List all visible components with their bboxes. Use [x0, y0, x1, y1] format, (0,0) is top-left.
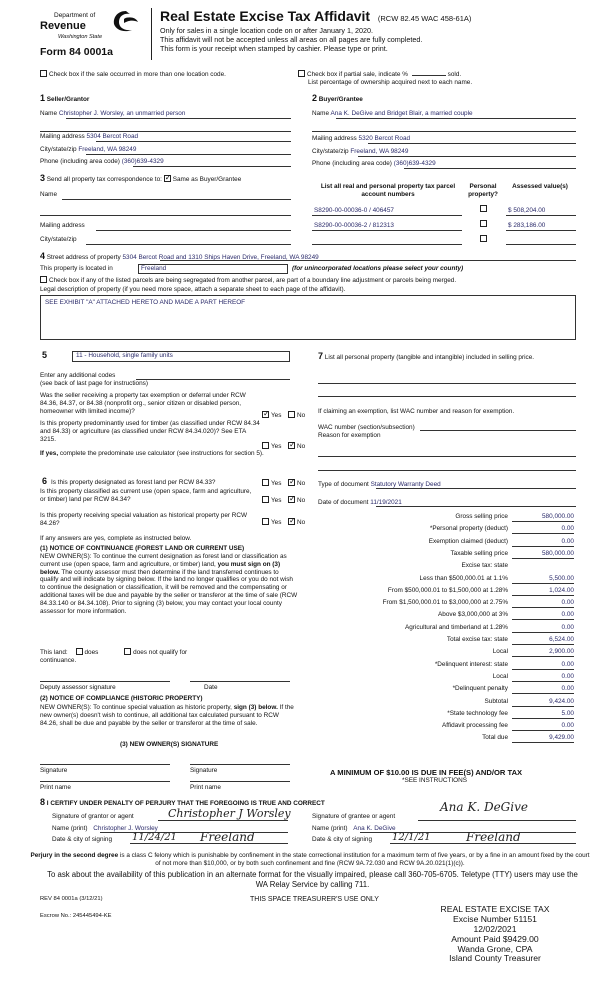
correspondence-name: Name: [40, 191, 58, 198]
grantor-city[interactable]: Freeland: [200, 830, 255, 844]
grantor-date[interactable]: 11/24/21: [132, 832, 177, 843]
section-2-title: 2 Buyer/Grantee: [312, 93, 363, 103]
tax-row-label: Excise tax: state: [461, 562, 508, 569]
buyer-address[interactable]: 5320 Bercot Road: [358, 135, 411, 142]
section-4-street: 4 Street address of property 5304 Bercot Road and 1310 Ships Haven Drive, Freeland, WA 98249: [40, 251, 319, 261]
document-type[interactable]: Statutory Warranty Deed: [370, 481, 441, 488]
escrow-number: Escrow No.: 245445494-KE: [40, 913, 112, 919]
tax-row-value[interactable]: 9,424.00: [512, 698, 574, 707]
tax-row-label: *Delinquent penalty: [452, 685, 508, 692]
wa-swoosh-logo-icon: [112, 10, 140, 34]
document-date-row: Date of document 11/19/2021: [318, 499, 402, 506]
location-note: (for unincorporated locations please select your county): [292, 265, 464, 272]
seller-name[interactable]: Christopher J. Worsley, an unmarried person: [58, 110, 186, 117]
seller-address-row: Mailing address 5304 Bercot Road: [40, 133, 139, 140]
seller-city-row: City/state/zip Freeland, WA 98249: [40, 146, 137, 153]
correspondence-address: Mailing address: [40, 222, 85, 229]
deputy-assessor-label: Deputy assessor signature: [40, 684, 116, 691]
treasurer-stamp: [420, 905, 570, 964]
s6-q2-no[interactable]: ✓ No: [288, 496, 305, 505]
new-owner-signature-title: (3) NEW OWNER(S) SIGNATURE: [120, 741, 219, 748]
segregated-check[interactable]: Check box if any of the listed parcels are being segregated from another parcel, are part of a boundary line adjustment or parcels being merged.: [40, 276, 585, 285]
correspondence-city: City/state/zip: [40, 236, 77, 243]
buyer-phone[interactable]: (360)639-4329: [393, 160, 436, 167]
legal-description-box[interactable]: [40, 295, 576, 340]
wac-number-label: WAC number (section/subsection): [318, 424, 415, 431]
minimum-due-note: A MINIMUM OF $10.00 IS DUE IN FEE(S) AND/OR TAX: [330, 768, 523, 777]
land-use-code-select[interactable]: 11 - Household, single family units: [72, 351, 290, 362]
grantor-signature[interactable]: Christopher J Worsley: [168, 807, 291, 820]
s6-note: If any answers are yes, complete as instructed below.: [40, 535, 192, 542]
dept-line1: Department of: [54, 12, 96, 19]
grantee-signature[interactable]: Ana K. DeGive: [440, 800, 528, 814]
subtitle-1: Only for sales in a single location code on or after January 1, 2020.: [160, 26, 373, 36]
tax-row-label: Gross selling price: [455, 513, 508, 520]
multi-location-check[interactable]: Check box if the sale occurred in more than one location code.: [40, 70, 226, 79]
tax-row-label: Exemption claimed (deduct): [428, 538, 508, 545]
continuance-title: (1) NOTICE OF CONTINUANCE (FOREST LAND OR CURRENT USE): [40, 545, 245, 552]
s6-question-3: Is this property receiving special valuation as historical property per RCW 84.26?: [40, 512, 248, 527]
s6-q3-no[interactable]: ✓ No: [288, 518, 305, 527]
tax-row-label: Total due: [482, 734, 508, 741]
s5-question-2-note: If yes, complete the predominate use calculator (see instructions for section 5).: [40, 450, 264, 457]
tax-row-value[interactable]: 0.00: [512, 661, 574, 670]
seller-name-row: Name Christopher J. Worsley, an unmarried person: [40, 110, 186, 117]
continuance-text: NEW OWNER(S): To continue the current designation as forest land or classification as current use (open space, farm and agriculture, or timber) land, you must sign on (3) below. The county assessor must then determine if the land transferred continues to qualify and will indicate by signing below. If the land no longer qualifies or you do not wish to continue the designation or classification, it will be removed and the compensating or additional taxes will be due and payable by the seller or transferor at the time of sale (RCW 84.33.140 or 84.34.108). Prior to signing (3) below, you may contact your local county assessor for more information.: [40, 553, 298, 615]
tax-row-label: Less than $500,000.01 at 1.1%: [419, 575, 508, 582]
personal-property-header: Personal property?: [468, 183, 498, 198]
tax-row-value[interactable]: 0.00: [512, 538, 574, 547]
stamp-line-1: REAL ESTATE EXCISE TAX: [440, 904, 550, 914]
treasurer-use-label: THIS SPACE TREASURER'S USE ONLY: [250, 896, 379, 903]
tax-row-value[interactable]: 580,000.00: [512, 513, 574, 522]
tax-row-label: Agricultural and timberland at 1.28%: [404, 624, 508, 631]
tax-row-value[interactable]: 1,024.00: [512, 587, 574, 596]
assessed-value-header: Assessed value(s): [512, 183, 568, 190]
revision-label: REV 84 0001a (3/12/21): [40, 896, 103, 902]
tax-row-label: Above $3,000,000 at 3%: [438, 611, 508, 618]
tax-row-label: Affidavit processing fee: [442, 722, 508, 729]
additional-codes-label: Enter any additional codes (see back of last page for instructions): [40, 372, 148, 387]
compliance-text: NEW OWNER(S): To continue special valuation as historic property, sign (3) below. If the new owner(s) doesn't wish to continue, all additional tax calculated pursuant to RCW 84.26, shall be due and payable by the seller or transferor at the time of sale.: [40, 704, 294, 727]
s5-q2-no[interactable]: ✓ No: [288, 442, 305, 451]
tax-row-value[interactable]: 6,524.00: [512, 636, 574, 645]
owner-signature-label-1: Signature: [40, 767, 68, 774]
grantee-name-row: Name (print) Ana K. DeGive: [312, 825, 396, 832]
header-text: [160, 8, 590, 53]
buyer-phone-row: Phone (including area code) (360)639-4329: [312, 160, 436, 167]
grantor-date-row: Date & city of signing: [52, 836, 113, 843]
exemption-label: If claiming an exemption, list WAC number and reason for exemption.: [318, 408, 515, 415]
s6-question-2: Is this property classified as current use (open space, farm and agriculture, or timber) land per RCW 84.34?: [40, 488, 252, 503]
tax-row-label: Local: [492, 673, 508, 680]
s5-question-1: Was the seller receiving a property tax exemption or deferral under RCW 84.36, 84.37, or 84.38 (nonprofit org., senior citizen or disabled person, homeowner with limited income)?: [40, 392, 246, 415]
section-3-title: 3 Send all property tax correspondence to: ✓ Same as Buyer/Grantee: [40, 173, 241, 184]
section-8-cert: 8 I CERTIFY UNDER PENALTY OF PERJURY THAT THE FOREGOING IS TRUE AND CORRECT: [40, 797, 325, 807]
s6-q2-yes[interactable]: Yes: [262, 496, 281, 505]
s5-q1-yes[interactable]: ✓Yes: [262, 411, 281, 420]
rcw-ref: (RCW 82.45 WAC 458-61A): [377, 14, 472, 23]
seller-address[interactable]: 5304 Bercot Road: [86, 133, 139, 140]
checkbox[interactable]: [40, 70, 47, 77]
exemption-reason-label: Reason for exemption: [318, 432, 381, 439]
accessibility-text: To ask about the availability of this publication in an alternate format for the visually impaired, please call 360-705-6705. Teletype (TTY) users may use the WA Relay Service by calling 711.: [47, 870, 578, 889]
header-divider: [151, 8, 152, 60]
owner-print-label-2: Print name: [190, 784, 221, 791]
s6-q1-yes[interactable]: Yes: [262, 479, 281, 488]
s6-question-1: Is this property designated as forest land per RCW 84.33?: [51, 479, 216, 486]
tax-row-label: *State technology fee: [447, 710, 508, 717]
tax-row-label: Local: [492, 648, 508, 655]
s6-q3-yes[interactable]: Yes: [262, 518, 281, 527]
buyer-name[interactable]: Ana K. DeGive and Bridget Blair, a married couple: [330, 110, 473, 117]
location-select[interactable]: Freeland: [138, 264, 288, 274]
s5-q1-no[interactable]: No: [288, 411, 305, 420]
grantee-signature-row: Signature of grantee or agent: [312, 813, 396, 820]
grantor-name[interactable]: Christopher J. Worsley: [93, 825, 158, 832]
location-row: This property is located in: [40, 265, 113, 272]
same-as-buyer-checkbox[interactable]: [164, 175, 171, 182]
tax-row-label: Total excise tax: state: [446, 636, 508, 643]
property-street[interactable]: 5304 Bercot Road and 1310 Ships Haven Drive, Freeland, WA 98249: [122, 254, 319, 261]
buyer-city-row: City/state/zip Freeland, WA 98249: [312, 148, 409, 155]
tax-row-label: *Personal property (deduct): [429, 525, 508, 532]
personal-property-checkbox-3[interactable]: [480, 235, 487, 242]
grantor-name-row: Name (print) Christopher J. Worsley: [52, 825, 158, 832]
seller-phone-row: Phone (including area code) (360)639-4329: [40, 158, 164, 165]
tax-row-value[interactable]: 0.00: [512, 673, 574, 682]
logo: [40, 8, 140, 56]
stamp-line-3: 12/02/2021: [473, 923, 517, 934]
tax-row-value[interactable]: 5.00: [512, 710, 574, 719]
compliance-title: (2) NOTICE OF COMPLIANCE (HISTORIC PROPERTY): [40, 695, 203, 702]
section-1-title: 1 Seller/Grantor: [40, 93, 90, 103]
stamp-line-4: Amount Paid $9429.00: [451, 933, 539, 944]
stamp-line-5: Wanda Grone, CPA: [457, 943, 533, 954]
checkbox[interactable]: [40, 276, 47, 283]
tax-row-label: *Delinquent interest: state: [434, 661, 508, 668]
seller-phone[interactable]: (360)639-4329: [121, 158, 164, 165]
land-qualify-row: This land: does does not qualify for: [40, 649, 188, 656]
grantor-signature-row: Signature of grantor or agent: [52, 813, 134, 820]
parcel-number-1[interactable]: S8290-00-00036-0 / 406457: [314, 207, 394, 214]
does-checkbox[interactable]: [76, 648, 83, 655]
s5-question-2: Is this property predominantly used for timber (as classified under RCW 84.34 and 84.33) or agriculture (as classified under RCW 84.34.020)? See ETA 3215.: [40, 420, 260, 443]
document-type-row: Type of document Statutory Warranty Deed: [318, 481, 441, 488]
tax-row-value[interactable]: 0.00: [512, 624, 574, 633]
document-date[interactable]: 11/19/2021: [370, 499, 402, 506]
grantee-date-row: Date & city of signing: [312, 836, 373, 843]
does-not-checkbox[interactable]: [124, 648, 131, 655]
legal-description-label: Legal description of property (if you need more space, attach a separate sheet to each page of the affidavit).: [40, 286, 346, 293]
stamp-line-6: Island County Treasurer: [449, 953, 541, 964]
grantee-date[interactable]: 12/1/21: [392, 832, 431, 843]
tax-row-label: Subtotal: [484, 698, 508, 705]
s5-q2-yes[interactable]: Yes: [262, 442, 281, 451]
form-number: Form 84 0001a: [40, 46, 113, 58]
s6-q1-no[interactable]: ✓ No: [288, 479, 305, 488]
tax-row-label: From $500,000.01 to $1,500,000 at 1.28%: [387, 587, 508, 594]
grantee-city[interactable]: Freeland: [466, 830, 521, 844]
dept-line3: Washington State: [58, 34, 103, 40]
buyer-name-row: Name Ana K. DeGive and Bridget Blair, a married couple: [312, 110, 473, 117]
tax-row-value[interactable]: 5,500.00: [512, 575, 574, 584]
perjury-text: Perjury in the second degree is a class C felony which is punishable by confinement in the state correctional institution for a maximum term of five years, or by a fine in an amount fixed by the court of not more than $10,000, or by both such confinement and fine (RCW 9A.72.030 and RCW 9A.20.021(1)(c)).: [30, 852, 590, 867]
tax-row-value[interactable]: 0.00: [512, 611, 574, 620]
tax-row-value[interactable]: 580,000.00: [512, 550, 574, 559]
tax-row-value[interactable]: 0.00: [512, 525, 574, 534]
tax-row-label: From $1,500,000.01 to $3,000,000 at 2.75%: [382, 599, 508, 606]
parcel-number-2[interactable]: S8290-00-00036-2 / 812313: [314, 222, 394, 229]
dept-line2: Revenue: [40, 20, 86, 32]
partial-sale-check[interactable]: Check box if partial sale, indicate % sold. List percentage of ownership acquired next to each name.: [298, 70, 598, 87]
see-instructions: *SEE INSTRUCTIONS: [402, 777, 467, 784]
tax-row-value[interactable]: 0.00: [512, 722, 574, 731]
buyer-city[interactable]: Freeland, WA 98249: [350, 148, 409, 155]
section-7-label: 7 List all personal property (tangible and intangible) included in selling price.: [318, 351, 535, 361]
parcel-header: List all real and personal property tax parcel account numbers: [320, 183, 456, 198]
legal-description: SEE EXHIBIT "A" ATTACHED HERETO AND MADE A PART HEREOF: [45, 299, 246, 306]
tax-row-value[interactable]: 2,900.00: [512, 648, 574, 657]
personal-property-checkbox-1[interactable]: [480, 205, 487, 212]
tax-row-value[interactable]: 9,429.00: [512, 734, 574, 743]
personal-property-checkbox-2[interactable]: [480, 220, 487, 227]
stamp-line-2: Excise Number 51151: [453, 913, 537, 924]
assessed-value-1[interactable]: $ 508,204.00: [508, 207, 546, 214]
tax-row-value[interactable]: 0.00: [512, 685, 574, 694]
deputy-date-label: Date: [204, 684, 218, 691]
page-title: Real Estate Excise Tax Affidavit: [160, 8, 371, 24]
owner-signature-label-2: Signature: [190, 767, 218, 774]
checkbox[interactable]: [298, 70, 305, 77]
tax-row-value[interactable]: 0.00: [512, 599, 574, 608]
assessed-value-2[interactable]: $ 283,186.00: [508, 222, 546, 229]
subtitle-2: This affidavit will not be accepted unless all areas on all pages are fully completed.: [160, 34, 423, 44]
section-6-num: 6: [42, 476, 48, 486]
continuance-word: continuance.: [40, 657, 77, 664]
buyer-address-row: Mailing address 5320 Bercot Road: [312, 135, 411, 142]
subtitle-3: This form is your receipt when stamped by cashier. Please type or print.: [160, 43, 388, 53]
grantee-name[interactable]: Ana K. DeGive: [353, 825, 396, 832]
seller-city[interactable]: Freeland, WA 98249: [78, 146, 137, 153]
section-5-num: 5: [42, 350, 48, 360]
owner-print-label-1: Print name: [40, 784, 71, 791]
tax-row-label: Taxable selling price: [450, 550, 508, 557]
